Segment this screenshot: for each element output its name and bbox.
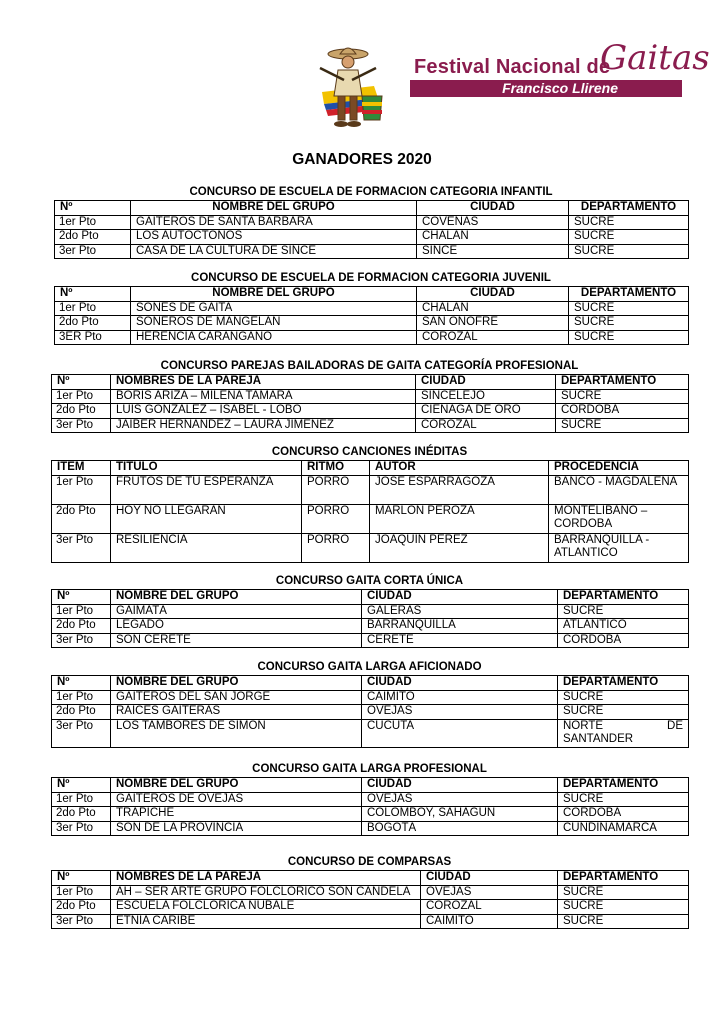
table-cell: TRAPICHE [111, 807, 362, 822]
section-title: CONCURSO GAITA LARGA AFICIONADO [257, 661, 482, 673]
table-cell: 2do Pto [55, 230, 131, 245]
table-cell: SUCRE [569, 215, 689, 230]
table-cell: SUCRE [556, 389, 689, 404]
table-header-row [52, 676, 689, 691]
header-cell: ITEM [52, 461, 111, 476]
table-cell: MARLÓN PEROZA [370, 504, 549, 533]
table-row [52, 389, 689, 404]
table-cell: LUIS GONZALEZ – ISABEL - LOBO [111, 404, 416, 419]
header-cell: RITMO [302, 461, 370, 476]
table-cell: RESILIENCIA [111, 533, 302, 562]
header-cell: PROCEDENCIA [549, 461, 689, 476]
table-cell: GAITEROS DEL SAN JORGE [111, 690, 362, 705]
table-cell: NORTE DE SANTANDER [558, 719, 689, 747]
table-cell: HERENCIA CARANGANO [131, 330, 417, 345]
table-cell: GALERAS [362, 604, 558, 619]
table-cell: COLOMBOY, SAHAGÚN [362, 807, 558, 822]
festival-emblem-logo [302, 40, 394, 132]
table-cell: SUCRE [569, 316, 689, 331]
table-cell: 3er Pto [52, 633, 111, 648]
header-cell: CIUDAD [421, 871, 558, 886]
table-row [52, 633, 689, 648]
results-table [54, 286, 689, 345]
table-row [55, 301, 689, 316]
festival-banner-logo [410, 38, 710, 102]
table-cell: 1er Pto [55, 215, 131, 230]
table-row [52, 690, 689, 705]
table-cell: LOS AUTOCTONOS [131, 230, 417, 245]
table-row [52, 885, 689, 900]
table-cell: 2do Pto [52, 900, 111, 915]
table-row [52, 533, 689, 562]
header-cell: NOMBRE DEL GRUPO [111, 676, 362, 691]
section-gaita-corta [51, 575, 688, 648]
table-cell: 3er Pto [52, 821, 111, 836]
table-cell: OVEJAS [421, 885, 558, 900]
table-cell: SUCRE [558, 900, 689, 915]
table-row [55, 230, 689, 245]
table-cell: SINCÉ [417, 244, 569, 259]
section-title: CONCURSO DE ESCUELA DE FORMACION CATEGORIA JUVENIL [191, 272, 551, 284]
table-cell: 3ER Pto [55, 330, 131, 345]
table-cell: 3er Pto [52, 533, 111, 562]
header-cell: DEPARTAMENTO [558, 778, 689, 793]
section-title: CONCURSO PAREJAS BAILADORAS DE GAITA CATEGORÍA PROFESIONAL [160, 360, 579, 372]
header-cell: CIUDAD [417, 201, 569, 216]
header-cell: Nº [52, 676, 111, 691]
table-cell: ESCUELA FOLCLORICA NUBALÉ [111, 900, 421, 915]
table-cell: 1er Pto [52, 885, 111, 900]
table-row [52, 504, 689, 533]
table-cell: SAN ONOFRE [417, 316, 569, 331]
table-cell: CORDOBA [558, 807, 689, 822]
header-cell: AUTOR [370, 461, 549, 476]
header-cell: DEPARTAMENTO [569, 201, 689, 216]
header-cell: NOMBRE DEL GRUPO [131, 287, 417, 302]
table-cell: SON CERETÉ [111, 633, 362, 648]
section-juvenil [54, 272, 688, 345]
table-row [52, 619, 689, 634]
section-canciones [51, 446, 688, 563]
table-cell: 2do Pto [52, 404, 111, 419]
table-header-row [52, 871, 689, 886]
header-cell: Nº [52, 375, 111, 390]
table-cell: CASA DE LA CULTURA DE SINCÉ [131, 244, 417, 259]
header-cell: DEPARTAMENTO [558, 676, 689, 691]
table-cell: SUCRE [569, 230, 689, 245]
table-cell: 1er Pto [52, 475, 111, 504]
table-cell: SINCELEJO [416, 389, 556, 404]
table-header-row [52, 590, 689, 605]
table-cell: JOAQUÍN PEREZ [370, 533, 549, 562]
table-cell: SUCRE [558, 604, 689, 619]
festival-patron-text: Francisco Llirene [502, 80, 618, 96]
header-cell: DEPARTAMENTO [558, 590, 689, 605]
table-cell: PORRO [302, 504, 370, 533]
table-cell: OVEJAS [362, 792, 558, 807]
table-cell: RAICES GAITERAS [111, 705, 362, 720]
table-cell: 1er Pto [52, 604, 111, 619]
table-cell: GAIMATÁ [111, 604, 362, 619]
table-cell: BARRANQUILLA - ATLANTICO [549, 533, 689, 562]
table-row [52, 821, 689, 836]
table-cell: JOSÉ ESPARRAGOZA [370, 475, 549, 504]
table-row [55, 244, 689, 259]
header-cell: Nº [52, 590, 111, 605]
table-cell: SUCRE [569, 330, 689, 345]
table-cell: COVEÑAS [417, 215, 569, 230]
table-cell: COROZAL [416, 418, 556, 433]
table-cell: SUCRE [558, 885, 689, 900]
table-row [52, 719, 689, 747]
table-row [52, 914, 689, 929]
table-row [52, 900, 689, 915]
header-cell: DEPARTAMENTO [556, 375, 689, 390]
section-gaita-larga-aficionado [51, 661, 688, 748]
table-cell: AH – SER ARTE GRUPO FOLCLORICO SON CANDELA [111, 885, 421, 900]
section-title: CONCURSO DE COMPARSAS [287, 856, 452, 868]
table-cell: 3er Pto [52, 719, 111, 747]
table-cell: JAIBER HERNANDEZ – LAURA JIMENEZ [111, 418, 416, 433]
header-cell: CIUDAD [417, 287, 569, 302]
table-cell: BOGOTÁ [362, 821, 558, 836]
table-cell: BARRANQUILLA [362, 619, 558, 634]
table-cell: BORIS ARIZA – MILENA TAMARA [111, 389, 416, 404]
table-cell: CAIMITO [421, 914, 558, 929]
section-title: CONCURSO GAITA LARGA PROFESIONAL [252, 763, 487, 775]
header-cell: Nº [52, 871, 111, 886]
table-cell: FRUTOS DE TU ESPERANZA [111, 475, 302, 504]
table-row [55, 316, 689, 331]
results-table [51, 589, 689, 648]
page-title: GANADORES 2020 [292, 151, 432, 168]
header-cell: CIUDAD [362, 676, 558, 691]
header-cell: NOMBRE DEL GRUPO [131, 201, 417, 216]
table-cell: GAITEROS DE OVEJAS [111, 792, 362, 807]
header-cell: Nº [55, 201, 131, 216]
header-cell: CIUDAD [362, 778, 558, 793]
section-gaita-larga-profesional [51, 763, 688, 836]
table-cell: SONEROS DE MANGELÁN [131, 316, 417, 331]
table-cell: CHALÁN [417, 230, 569, 245]
table-cell: 1er Pto [52, 792, 111, 807]
table-cell: ETNIA CARIBE [111, 914, 421, 929]
header-cell: DEPARTAMENTO [569, 287, 689, 302]
results-table [51, 675, 689, 748]
header-cell: DEPARTAMENTO [558, 871, 689, 886]
table-cell: SUCRE [556, 418, 689, 433]
results-table [51, 460, 689, 563]
table-cell: MONTELIBANO – CORDOBA [549, 504, 689, 533]
header-cell: NOMBRES DE LA PAREJA [111, 375, 416, 390]
table-cell: SUCRE [569, 301, 689, 316]
table-cell: SONES DE GAITA [131, 301, 417, 316]
table-cell: 1er Pto [52, 690, 111, 705]
table-cell: COROZAL [417, 330, 569, 345]
table-header-row [55, 201, 689, 216]
table-cell: BANCO - MAGDALENA [549, 475, 689, 504]
header-cell: NOMBRES DE LA PAREJA [111, 871, 421, 886]
table-header-row [52, 461, 689, 476]
table-cell: 2do Pto [52, 504, 111, 533]
table-cell: SUCRE [558, 914, 689, 929]
table-row [52, 807, 689, 822]
results-table [51, 870, 689, 929]
table-cell: SUCRE [558, 792, 689, 807]
table-cell: 2do Pto [55, 316, 131, 331]
table-row [52, 475, 689, 504]
header-cell: Nº [52, 778, 111, 793]
table-cell: 1er Pto [52, 389, 111, 404]
table-cell: SUCRE [558, 705, 689, 720]
table-cell: 2do Pto [52, 807, 111, 822]
table-cell: CORDOBA [558, 633, 689, 648]
header-cell: NOMBRE DEL GRUPO [111, 778, 362, 793]
table-cell: CERETÉ [362, 633, 558, 648]
table-cell: HOY NO LLEGARÁN [111, 504, 302, 533]
festival-name-text: Festival Nacional de [414, 56, 611, 78]
table-cell: LOS TAMBORES DE SIMON [111, 719, 362, 747]
section-title: CONCURSO GAITA CORTA ÚNICA [275, 575, 464, 587]
table-cell: OVEJAS [362, 705, 558, 720]
table-cell: PORRO [302, 533, 370, 562]
table-cell: LEGADO [111, 619, 362, 634]
section-title: CONCURSO CANCIONES INÉDITAS [271, 446, 468, 458]
table-cell: 1er Pto [55, 301, 131, 316]
table-cell: 2do Pto [52, 619, 111, 634]
table-row [52, 792, 689, 807]
table-cell: CAIMITO [362, 690, 558, 705]
table-cell: ATLANTICO [558, 619, 689, 634]
table-cell: CUNDINAMARCA [558, 821, 689, 836]
header-cell: CIUDAD [362, 590, 558, 605]
section-parejas [51, 360, 688, 433]
table-cell: CUCUTA [362, 719, 558, 747]
results-table [51, 777, 689, 836]
table-cell: PORRO [302, 475, 370, 504]
table-cell: SUCRE [558, 690, 689, 705]
results-table [54, 200, 689, 259]
table-cell: CIENAGA DE ORO [416, 404, 556, 419]
table-cell: CHALÁN [417, 301, 569, 316]
results-table [51, 374, 689, 433]
header-cell: NOMBRE DEL GRUPO [111, 590, 362, 605]
festival-script-text: Gaitas [600, 38, 710, 78]
table-cell: 3er Pto [52, 914, 111, 929]
table-cell: COROZAL [421, 900, 558, 915]
header-cell: CIUDAD [416, 375, 556, 390]
table-row [52, 604, 689, 619]
table-cell: 3er Pto [55, 244, 131, 259]
section-comparsas [51, 856, 688, 929]
table-header-row [55, 287, 689, 302]
table-cell: 2do Pto [52, 705, 111, 720]
table-cell: 3er Pto [52, 418, 111, 433]
table-cell: SON DE LA PROVINCIA [111, 821, 362, 836]
table-row [55, 215, 689, 230]
table-row [52, 705, 689, 720]
table-cell: SUCRE [569, 244, 689, 259]
festival-banner-strip [410, 80, 682, 97]
section-title: CONCURSO DE ESCUELA DE FORMACION CATEGORIA INFANTIL [189, 186, 553, 198]
table-header-row [52, 375, 689, 390]
table-row [52, 418, 689, 433]
section-infantil [54, 186, 688, 259]
table-row [52, 404, 689, 419]
table-row [55, 330, 689, 345]
header-cell: TITULO [111, 461, 302, 476]
table-cell: CORDOBA [556, 404, 689, 419]
table-header-row [52, 778, 689, 793]
header-cell: Nº [55, 287, 131, 302]
table-cell: GAITEROS DE SANTA BARBARA [131, 215, 417, 230]
